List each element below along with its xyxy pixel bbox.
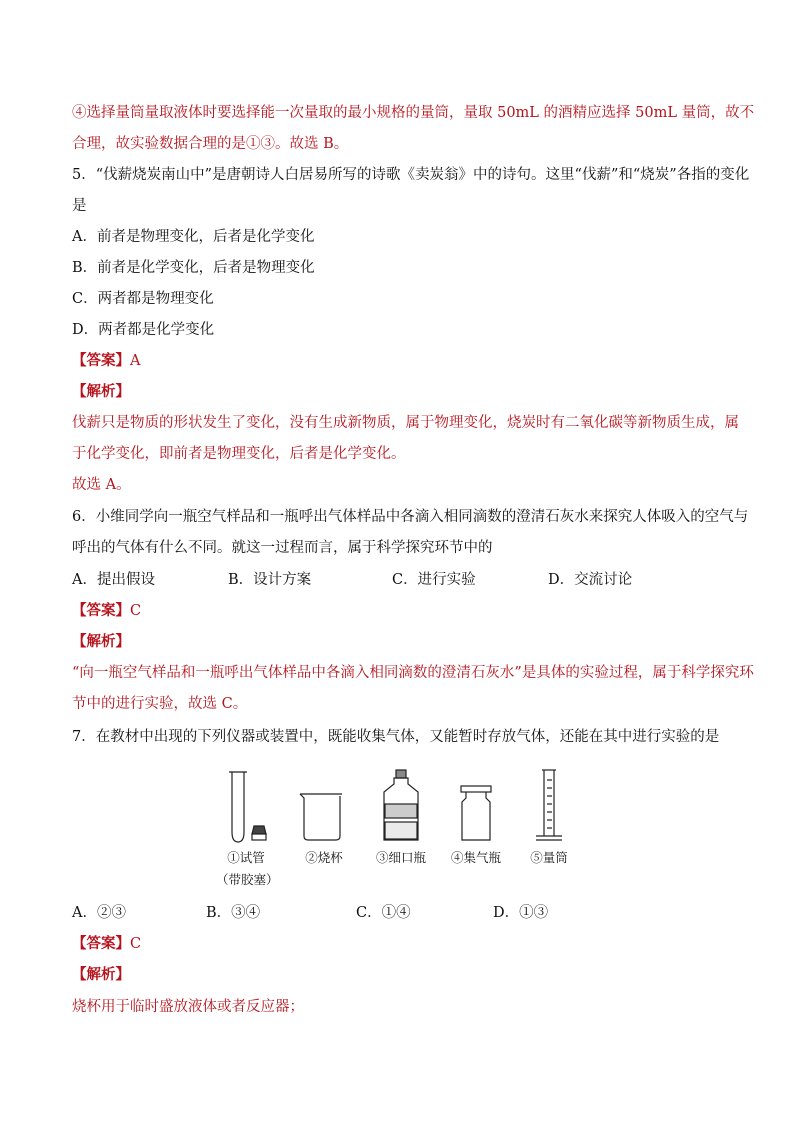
label-test-tube: ①试管 (227, 850, 265, 865)
q7-option-c: C．①④ (356, 905, 411, 921)
answer-label: 【答案】 (72, 935, 130, 952)
apparatus-figure (214, 766, 584, 890)
q6-stem-line-2: 呼出的气体有什么不同。就这一过程而言，属于科学探究环节中的 (72, 540, 493, 556)
q5-option-d: D．两者都是化学变化 (72, 322, 215, 338)
q6-option-d: D．交流讨论 (548, 572, 633, 588)
q7-analysis-line-1: 烧杯用于临时盛放液体或者反应器； (72, 999, 304, 1015)
label-graduated-cylinder: ⑤量筒 (530, 850, 568, 865)
graduated-cylinder-icon (536, 770, 562, 840)
q7-option-a: A．②③ (72, 905, 126, 921)
q6-analysis-line-2: 节中的进行实验，故选 C。 (72, 696, 248, 712)
carryover-line-1 (72, 103, 754, 123)
answer-value: A (130, 353, 141, 369)
q5-option-c: C．两者都是物理变化 (72, 291, 214, 307)
q5-answer (72, 351, 140, 371)
beaker-icon (300, 794, 342, 840)
q5-option-b: B．前者是化学变化，后者是物理变化 (72, 260, 315, 276)
q6-analysis-line-1: “向一瓶空气样品和一瓶呼出气体样品中各滴入相同滴数的澄清石灰水”是具体的实验过程，属于科学探究环 (72, 665, 754, 681)
q7-stem: 7．在教材中出现的下列仪器或装置中，既能收集气体，又能暂时存放气体，还能在其中进行实验的是 (72, 729, 720, 745)
label-narrow-mouth-bottle: ③细口瓶 (375, 850, 426, 865)
q6-option-c: C．进行实验 (392, 572, 476, 588)
label-beaker: ②烧杯 (305, 850, 343, 865)
q7-option-d: D．①③ (493, 905, 549, 921)
q7-answer (72, 934, 141, 954)
q7-option-b: B．③④ (206, 905, 261, 921)
carryover-line-2: 合理，故实验数据合理的是①③。故选 B。 (72, 136, 349, 152)
q5-stem-line-1: 5．“伐薪烧炭南山中”是唐朝诗人白居易所写的诗歌《卖炭翁》中的诗句。这里“伐薪”和“烧炭”各指的变化 (72, 167, 750, 183)
q7-analysis-label: 【解析】 (72, 966, 130, 983)
q5-analysis-line-1: 伐薪只是物质的形状发生了变化，没有生成新物质，属于物理变化，烧炭时有二氧化碳等新物质生成，属 (72, 415, 739, 431)
narrow-mouth-bottle-icon (384, 770, 418, 840)
label-gas-collecting-bottle: ④集气瓶 (450, 850, 501, 865)
q5-analysis-label: 【解析】 (72, 383, 130, 400)
answer-value: C (130, 936, 142, 952)
q5-analysis-line-2: 于化学变化，即前者是物理变化，后者是化学变化。 (72, 446, 406, 462)
q6-stem-line-1: 6．小维同学向一瓶空气样品和一瓶呼出气体样品中各滴入相同滴数的澄清石灰水来探究人体吸入的空气与 (72, 509, 749, 525)
gas-collecting-bottle-icon (461, 786, 491, 840)
label-with-stopper: （带胶塞） (216, 872, 279, 887)
answer-value: C (130, 603, 142, 619)
q6-analysis-label: 【解析】 (72, 633, 130, 650)
test-tube-icon (229, 772, 266, 842)
q6-answer (72, 601, 141, 621)
q5-option-a: A．前者是物理变化，后者是化学变化 (72, 229, 315, 245)
answer-label: 【答案】 (72, 602, 130, 619)
carryover-text: 时要选择能一次量取的最小规格的量筒，量取 50mL 的酒精应选择 50mL 量筒，故不 (202, 105, 755, 121)
carryover-highlight: ④选择量筒量取液体 (72, 105, 203, 121)
q6-option-a: A．提出假设 (72, 572, 155, 588)
q5-stem-line-2: 是 (72, 198, 87, 214)
q5-conclusion: 故选 A。 (72, 477, 131, 493)
q6-option-b: B．设计方案 (228, 572, 312, 588)
answer-label: 【答案】 (72, 352, 130, 369)
